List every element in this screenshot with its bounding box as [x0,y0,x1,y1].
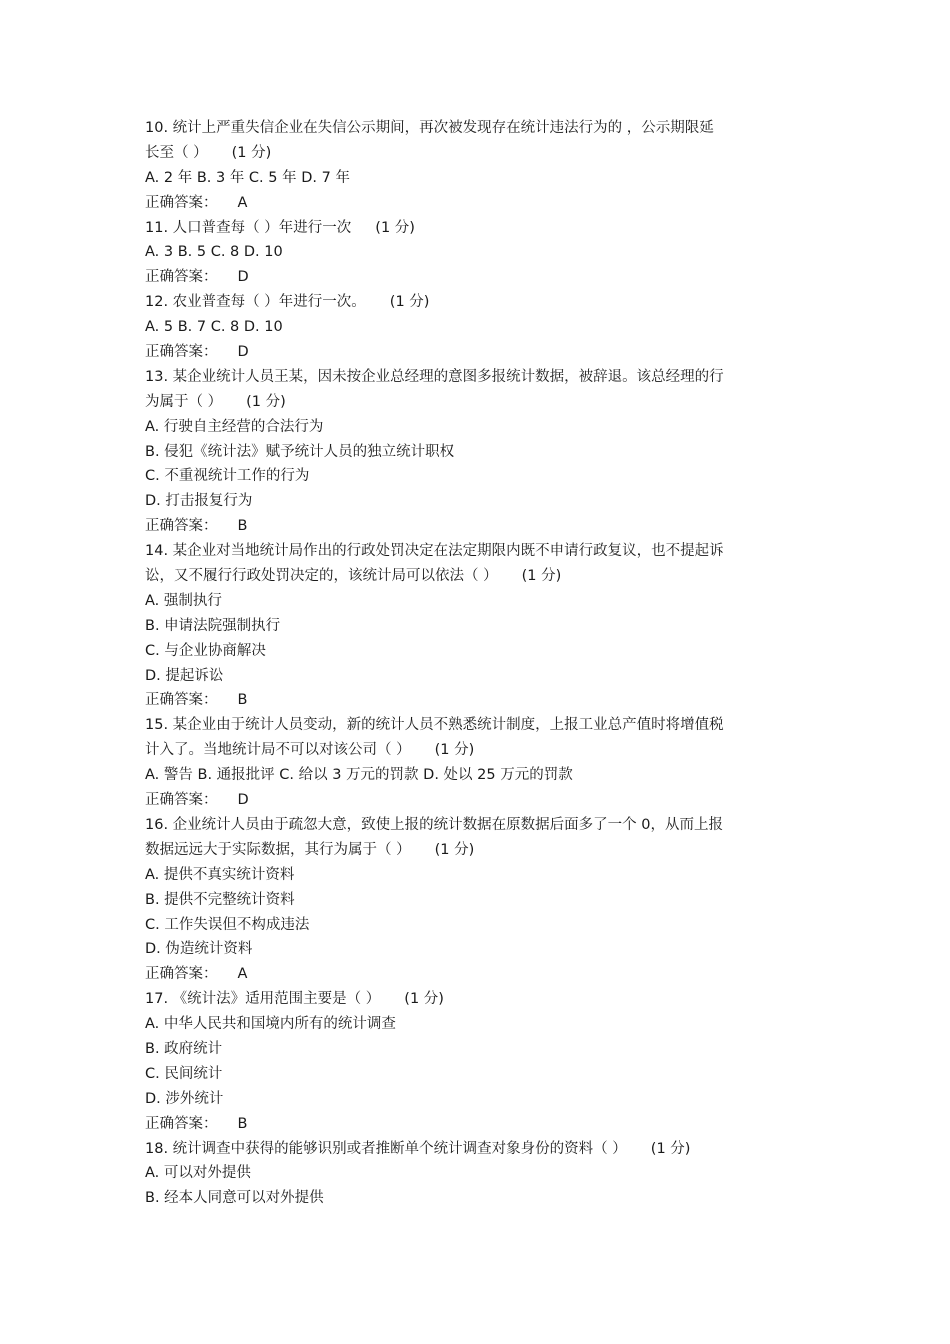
question-score: (1 分) [389,294,430,311]
question-text-line: 计入了。当地统计局不可以对该公司（ ） [145,742,411,759]
question-text [145,290,813,315]
correct-answer-value: B [237,692,248,709]
question-score: (1 分) [650,1140,691,1157]
answer-option: D. 伪造统计资料 [145,941,253,958]
correct-answer [145,688,813,713]
correct-answer-value: D [237,269,249,286]
correct-answer [145,265,813,290]
question-text-continued [145,738,813,763]
question-text-line: 数据远远大于实际数据，其行为属于（ ） [145,841,411,858]
correct-answer [145,1112,813,1137]
question-text-continued [145,141,813,166]
correct-answer [145,514,813,539]
question-score: (1 分) [404,991,444,1008]
answer-option: B. 提供不完整统计资料 [145,891,295,908]
question-text-line: 15. 某企业由于统计人员变动，新的统计人员不熟悉统计制度，上报工业总产值时将增值税 [145,717,724,734]
question-score: (1 分) [521,568,562,585]
answer-option: D. 提起诉讼 [145,667,224,684]
correct-answer-label: 正确答案： [145,194,218,211]
correct-answer-label: 正确答案： [145,269,218,286]
question-text [145,813,813,838]
correct-answer [145,340,813,365]
question-block [145,539,813,713]
question-text-continued [145,390,813,415]
question-text-line: 长至（ ） [145,144,208,161]
question-block [145,116,813,216]
answer-option: A. 3 B. 5 C. 8 D. 10 [145,244,283,261]
question-block [145,987,813,1136]
correct-answer-value: D [237,344,249,361]
answer-option: C. 不重视统计工作的行为 [145,468,310,485]
answer-option: A. 强制执行 [145,592,222,609]
question-text [145,1137,813,1162]
answer-option: A. 提供不真实统计资料 [145,866,295,883]
question-text-line: 讼，又不履行行政处罚决定的，该统计局可以依法（ ） [145,568,498,585]
correct-answer-label: 正确答案： [145,966,218,983]
question-text-continued [145,838,813,863]
answer-option: A. 行驶自主经营的合法行为 [145,418,324,435]
answer-option: A. 中华人民共和国境内所有的统计调查 [145,1016,396,1033]
answer-option: A. 警告 B. 通报批评 C. 给以 3 万元的罚款 D. 处以 25 万元的罚款 [145,767,573,784]
question-block [145,1137,813,1212]
question-text-line: 11. 人口普查每（ ）年进行一次 [145,219,352,236]
answer-option: C. 民间统计 [145,1065,223,1082]
question-text [145,365,813,390]
correct-answer-label: 正确答案： [145,792,218,809]
question-block [145,813,813,987]
question-text-continued [145,564,813,589]
correct-answer-label: 正确答案： [145,692,218,709]
correct-answer-label: 正确答案： [145,344,218,361]
question-score: (1 分) [231,144,272,161]
question-text-line: 12. 农业普查每（ ）年进行一次。 [145,294,366,311]
answer-option: D. 涉外统计 [145,1090,224,1107]
answer-option: B. 经本人同意可以对外提供 [145,1190,324,1207]
question-text-line: 为属于（ ） [145,393,223,410]
question-block [145,713,813,813]
answer-option: A. 5 B. 7 C. 8 D. 10 [145,319,283,336]
answer-option: A. 可以对外提供 [145,1165,251,1182]
question-block [145,216,813,291]
question-list [145,116,813,1211]
question-block [145,290,813,365]
correct-answer-value: B [237,1115,248,1132]
answer-option: C. 工作失误但不构成违法 [145,916,310,933]
correct-answer [145,191,813,216]
question-text-line: 18. 统计调查中获得的能够识别或者推断单个统计调查对象身份的资料（ ） [145,1140,627,1157]
question-block [145,365,813,539]
answer-option: D. 打击报复行为 [145,493,253,510]
question-text-line: 10. 统计上严重失信企业在失信公示期间，再次被发现存在统计违法行为的 ，公示期限延 [145,120,714,136]
question-text [145,216,813,241]
correct-answer-label: 正确答案： [145,518,218,535]
question-score: (1 分) [434,742,475,759]
question-text-line: 16. 企业统计人员由于疏忽大意，致使上报的统计数据在原数据后面多了一个 0，从而上报 [145,816,723,833]
question-text-line: 13. 某企业统计人员王某，因未按企业总经理的意图多报统计数据，被辞退。该总经理的行 [145,368,724,385]
correct-answer [145,788,813,813]
question-score: (1 分) [246,393,286,410]
correct-answer-label: 正确答案： [145,1115,218,1132]
correct-answer [145,962,813,987]
question-text-line: 17. 《统计法》适用范围主要是（ ） [145,991,381,1008]
question-text [145,116,813,141]
answer-option: B. 申请法院强制执行 [145,617,281,634]
answer-option: C. 与企业协商解决 [145,642,266,659]
question-score: (1 分) [375,219,415,236]
correct-answer-value: A [237,194,248,211]
correct-answer-value: A [237,966,248,983]
answer-option: B. 侵犯《统计法》赋予统计人员的独立统计职权 [145,443,455,460]
question-score: (1 分) [434,841,475,858]
question-text [145,539,813,564]
correct-answer-value: B [237,518,248,535]
question-text [145,713,813,738]
answer-option: A. 2 年 B. 3 年 C. 5 年 D. 7 年 [145,169,350,186]
correct-answer-value: D [237,792,249,809]
answer-option: B. 政府统计 [145,1040,223,1057]
question-text-line: 14. 某企业对当地统计局作出的行政处罚决定在法定期限内既不申请行政复议，也不提起诉 [145,543,724,560]
question-text [145,987,813,1012]
